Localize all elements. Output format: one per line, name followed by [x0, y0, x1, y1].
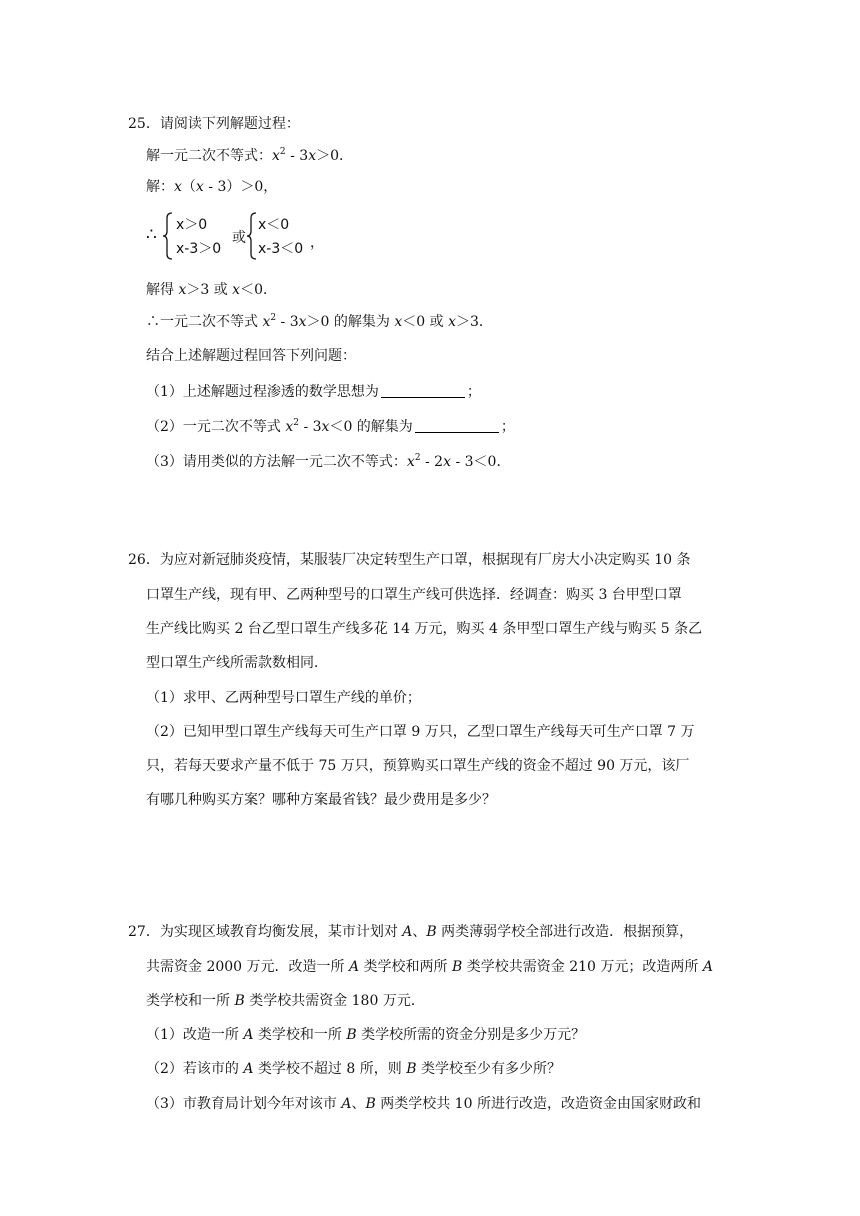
q27-line-3: 类学校和一所 B 类学校共需资金 180 万元．: [146, 993, 425, 1009]
q26-part-2-line-3: 有哪几种购买方案？哪种方案最省钱？最少费用是多少？: [146, 792, 496, 808]
q26-line-4: 型口罩生产线所需款数相同．: [146, 655, 328, 671]
q27-part-3: （3）市教育局计划今年对该市 A、B 两类学校共 10 所进行改造，改造资金由国家财政和: [146, 1096, 701, 1112]
q27-line-2: 共需资金 2000 万元．改造一所 A 类学校和两所 B 类学校共需资金 210 万元；改造两所 A: [146, 959, 713, 975]
q27-line-1: 27．为实现区域教育均衡发展，某市计划对 A、B 两类薄弱学校全部进行改造．根据预算，: [128, 924, 694, 940]
q26-part-1: （1）求甲、乙两种型号口罩生产线的单价；: [146, 690, 421, 706]
q25-heading: 25．请阅读下列解题过程：: [128, 116, 300, 132]
system-comma: ，: [310, 235, 324, 251]
q25-part-1: （1）上述解题过程渗透的数学思想为 ；: [146, 384, 481, 400]
q27-part-1: （1）改造一所 A 类学校和一所 B 类学校所需的资金分别是多少万元？: [146, 1027, 586, 1043]
q25-solution-line-1: 解：x（x - 3）＞0，: [146, 179, 278, 195]
q25-prompt: 结合上述解题过程回答下列问题：: [146, 348, 356, 364]
q25-part-3: （3）请用类似的方法解一元二次不等式：$x^2 - 2x - 3<0$．: [146, 453, 511, 470]
therefore-symbol: ∴: [146, 225, 157, 245]
q27-part-2: （2）若该市的 A 类学校不超过 8 所，则 B 类学校至少有多少所？: [146, 1061, 561, 1077]
system2-top: x＜0: [258, 217, 290, 233]
system1-bottom: x-3＞0: [176, 241, 222, 257]
q26-line-2: 口罩生产线，现有甲、乙两种型号的口罩生产线可供选择．经调查：购买 3 台甲型口罩: [146, 587, 682, 603]
q25-part-2: （2）一元二次不等式 $x^2 - 3x<0$ 的解集为 ；: [146, 418, 515, 435]
q25-problem-line: 解一元二次不等式：$x^2 - 3x>0$．: [146, 147, 354, 164]
answer-blank[interactable]: [415, 418, 499, 433]
q25-conclusion: ∴一元二次不等式 $x^2 - 3x>0$ 的解集为 x＜0 或 x＞3．: [146, 313, 493, 330]
q25-solution-line-2: 解得 x＞3 或 x＜0．: [146, 282, 277, 298]
left-brace-icon: [247, 212, 257, 260]
q26-line-1: 26．为应对新冠肺炎疫情，某服装厂决定转型生产口罩，根据现有厂房大小决定购买 10 条: [128, 552, 691, 568]
system1-top: x＞0: [176, 217, 208, 233]
answer-blank[interactable]: [381, 383, 465, 398]
q26-part-2-line-2: 只，若每天要求产量不低于 75 万只，预算购买口罩生产线的资金不超过 90 万元，该厂: [146, 758, 690, 774]
system2-bottom: x-3＜0: [258, 241, 304, 257]
inequality-systems: [146, 210, 346, 266]
q26-part-2-line-1: （2）已知甲型口罩生产线每天可生产口罩 9 万只，乙型口罩生产线每天可生产口罩 7 万: [146, 724, 695, 740]
or-word: 或: [232, 230, 246, 246]
left-brace-icon: [163, 212, 173, 260]
q26-line-3: 生产线比购买 2 台乙型口罩生产线多花 14 万元，购买 4 条甲型口罩生产线与购买 5 条乙: [146, 621, 703, 637]
